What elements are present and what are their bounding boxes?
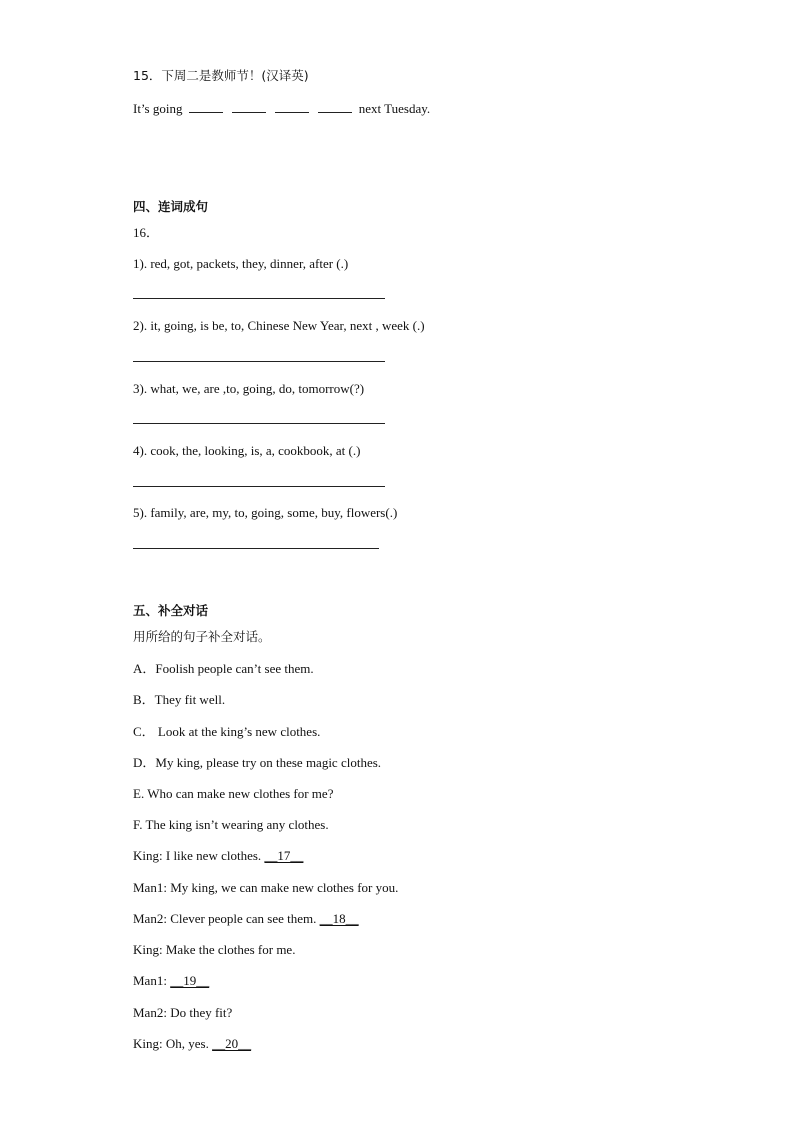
q16-answer-line-3[interactable] (133, 423, 385, 424)
dialogue-line-7 (133, 1036, 251, 1052)
q15-blank-3[interactable] (275, 100, 309, 113)
dialogue-line-4 (133, 942, 295, 958)
dialogue-line-6 (133, 1005, 232, 1021)
q15-prefix: It’s going (133, 101, 183, 116)
dialogue-line-5 (133, 973, 209, 989)
dialogue-text: Man1: (133, 973, 171, 988)
q16-answer-line-5[interactable] (133, 548, 379, 549)
q16-answer-line-4[interactable] (133, 486, 385, 487)
dialogue-text: King: I like new clothes. (133, 848, 265, 863)
q16-item-5: 5). family, are, my, to, going, some, buy, flowers(.) (133, 505, 398, 520)
q15-suffix: next Tuesday. (358, 101, 431, 116)
answer-blank-18[interactable]: __18__ (319, 911, 359, 926)
q15-blank-4[interactable] (318, 100, 352, 113)
q16-answer-line-2[interactable] (133, 361, 385, 362)
q16-answer-line-1[interactable] (133, 298, 385, 299)
q16-number: 16． (133, 225, 160, 240)
q15-sentence (133, 100, 430, 117)
dialogue-line-3 (133, 911, 359, 927)
dialogue-line-2 (133, 880, 398, 896)
q15-blank-1[interactable] (189, 100, 223, 113)
section5-instruction: 用所给的句子补全对话。 (133, 629, 271, 644)
dialogue-text: Man2: Do they fit? (133, 1005, 233, 1020)
dialogue-text: Man1: My king, we can make new clothes for you. (133, 880, 399, 895)
section4-title: 四、连词成句 (133, 199, 209, 214)
answer-blank-19[interactable]: __19__ (170, 973, 210, 988)
option-d: D．My king, please try on these magic clothes. (133, 755, 382, 770)
option-c: C． Look at the king’s new clothes. (133, 724, 321, 739)
q15-blank-2[interactable] (232, 100, 266, 113)
q16-item-2: 2). it, going, is be, to, Chinese New Year, next , week (.) (133, 318, 425, 333)
answer-blank-17[interactable]: __17__ (264, 848, 304, 863)
q16-item-3: 3). what, we, are ,to, going, do, tomorrow(?) (133, 381, 365, 396)
q16-item-1: 1). red, got, packets, they, dinner, after (.) (133, 256, 349, 271)
dialogue-line-1 (133, 848, 303, 864)
section5-title: 五、补全对话 (133, 603, 209, 618)
q15-prompt: 15．下周二是教师节！(汉译英) (133, 68, 309, 83)
dialogue-text: Man2: Clever people can see them. (133, 911, 320, 926)
option-e: E. Who can make new clothes for me? (133, 786, 334, 801)
q16-item-4: 4). cook, the, looking, is, a, cookbook, at (.) (133, 443, 361, 458)
dialogue-text: King: Oh, yes. (133, 1036, 213, 1051)
answer-blank-20[interactable]: __20__ (212, 1036, 252, 1051)
option-f: F. The king isn’t wearing any clothes. (133, 817, 329, 832)
option-b: B．They fit well. (133, 692, 226, 707)
dialogue-text: King: Make the clothes for me. (133, 942, 296, 957)
option-a: A．Foolish people can’t see them. (133, 661, 314, 676)
